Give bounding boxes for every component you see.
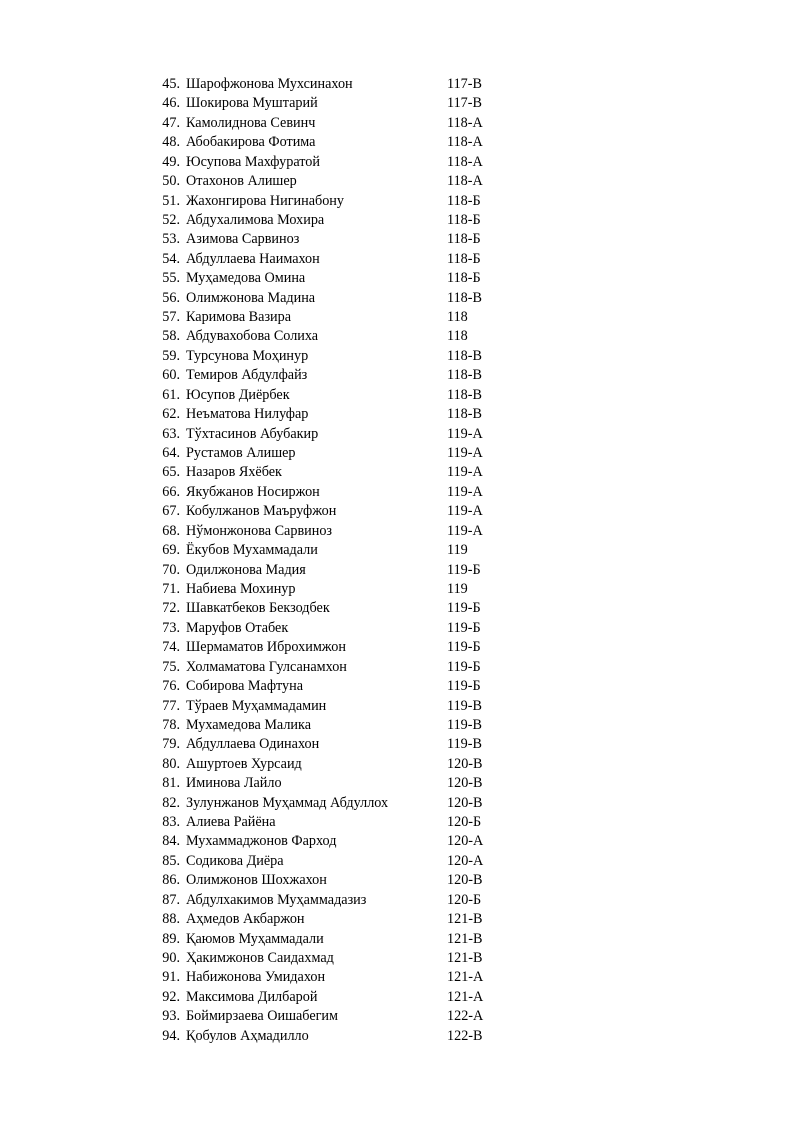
student-name: Олимжонова Мадина xyxy=(186,289,316,306)
list-row xyxy=(0,386,800,405)
row-number: 79. xyxy=(162,736,180,753)
list-row xyxy=(0,599,800,618)
row-number: 67. xyxy=(162,503,180,520)
student-name: Отахонов Алишер xyxy=(186,173,297,190)
row-number: 57. xyxy=(162,309,180,326)
list-row xyxy=(0,153,800,172)
list-row xyxy=(0,638,800,657)
group-code: 120-Б xyxy=(447,814,482,831)
group-code: 118-В xyxy=(447,406,482,423)
group-code: 119-Б xyxy=(447,600,481,617)
student-name: Азимова Сарвиноз xyxy=(186,231,300,248)
row-number: 62. xyxy=(162,406,180,423)
group-code: 119-Б xyxy=(447,658,481,675)
student-name: Мухаммаджонов Фарход xyxy=(186,833,337,850)
list-row xyxy=(0,289,800,308)
group-code: 118-В xyxy=(447,367,482,384)
group-code: 119-В xyxy=(447,736,482,753)
student-name: Шарофжонова Мухсинахон xyxy=(186,76,353,92)
student-name: Ашуртоев Хурсаид xyxy=(186,755,302,772)
student-name: Неъматова Нилуфар xyxy=(186,406,309,423)
student-name: Аҳмедов Акбаржон xyxy=(186,911,305,928)
list-row xyxy=(0,192,800,211)
group-code: 118-Б xyxy=(447,270,481,287)
row-number: 91. xyxy=(162,969,180,986)
list-row xyxy=(0,580,800,599)
row-number: 47. xyxy=(162,114,180,131)
list-row xyxy=(0,269,800,288)
row-number: 52. xyxy=(162,211,180,228)
group-code: 121-В xyxy=(447,949,483,966)
group-code: 119 xyxy=(447,580,468,597)
group-code: 118 xyxy=(447,328,468,345)
group-code: 121-В xyxy=(447,911,483,928)
list-row xyxy=(0,522,800,541)
list-row xyxy=(0,502,800,521)
row-number: 90. xyxy=(162,949,180,966)
group-code: 119-А xyxy=(447,445,483,462)
group-code: 120-В xyxy=(447,755,483,772)
student-list xyxy=(0,75,800,1046)
student-name: Набиева Мохинур xyxy=(186,580,296,597)
row-number: 83. xyxy=(162,814,180,831)
group-code: 121-В xyxy=(447,930,483,947)
student-name: Тўраев Муҳаммадамин xyxy=(186,697,327,714)
group-code: 120-А xyxy=(447,833,484,850)
student-name: Якубжанов Носиржон xyxy=(186,483,320,500)
row-number: 88. xyxy=(162,911,180,928)
row-number: 66. xyxy=(162,483,180,500)
student-name: Абдувахобова Солиха xyxy=(186,328,319,345)
student-name: Олимжонов Шохжахон xyxy=(186,872,327,889)
student-name: Содикова Диёра xyxy=(186,852,284,869)
student-name: Ёкубов Мухаммадали xyxy=(186,542,318,559)
student-name: Иминова Лайло xyxy=(186,775,282,792)
row-number: 77. xyxy=(162,697,180,714)
list-row xyxy=(0,619,800,638)
group-code: 119-А xyxy=(447,425,483,442)
row-number: 54. xyxy=(162,250,180,267)
row-number: 76. xyxy=(162,678,180,695)
list-row xyxy=(0,347,800,366)
group-code: 118-А xyxy=(447,153,483,170)
student-name: Қобулов Аҳмадилло xyxy=(186,1027,309,1044)
group-code: 119-А xyxy=(447,464,483,481)
student-name: Мухамедова Малика xyxy=(186,716,311,733)
list-row xyxy=(0,463,800,482)
group-code: 120-В xyxy=(447,775,483,792)
row-number: 71. xyxy=(162,580,180,597)
student-name: Собирова Мафтуна xyxy=(186,678,304,695)
row-number: 94. xyxy=(162,1027,180,1044)
student-name: Камолиднова Севинч xyxy=(186,114,316,131)
row-number: 73. xyxy=(162,619,180,636)
list-row xyxy=(0,444,800,463)
list-row xyxy=(0,405,800,424)
list-row xyxy=(0,114,800,133)
student-name: Абдухалимова Мохира xyxy=(186,211,325,228)
group-code: 122-А xyxy=(447,1008,484,1025)
group-code: 118-А xyxy=(447,114,483,131)
student-name: Алиева Райёна xyxy=(186,814,276,831)
student-name: Назаров Яхёбек xyxy=(186,464,282,481)
group-code: 119-Б xyxy=(447,678,481,695)
row-number: 51. xyxy=(162,192,180,209)
list-row xyxy=(0,541,800,560)
group-code: 118-А xyxy=(447,134,483,151)
student-name: Турсунова Моҳинур xyxy=(186,347,309,364)
row-number: 68. xyxy=(162,522,180,539)
list-row xyxy=(0,133,800,152)
row-number: 80. xyxy=(162,755,180,772)
row-number: 86. xyxy=(162,872,180,889)
list-row xyxy=(0,308,800,327)
student-name: Нўмонжонова Сарвиноз xyxy=(186,522,333,539)
student-name: Муҳамедова Омина xyxy=(186,270,306,287)
row-number: 85. xyxy=(162,852,180,869)
row-number: 60. xyxy=(162,367,180,384)
group-code: 118-А xyxy=(447,173,483,190)
group-code: 119-Б xyxy=(447,619,481,636)
group-code: 119-Б xyxy=(447,639,481,656)
student-name: Кобулжанов Маъруфжон xyxy=(186,503,337,520)
group-code: 120-Б xyxy=(447,891,482,908)
row-number: 81. xyxy=(162,775,180,792)
list-row xyxy=(0,813,800,832)
list-row xyxy=(0,755,800,774)
student-name: Тўхтасинов Абубакир xyxy=(186,425,319,442)
row-number: 59. xyxy=(162,347,180,364)
list-row xyxy=(0,94,800,113)
list-row xyxy=(0,716,800,735)
student-name: Максимова Дилбарой xyxy=(186,988,318,1005)
student-name: Темиров Абдулфайз xyxy=(186,367,308,384)
group-code: 119-В xyxy=(447,697,482,714)
row-number: 58. xyxy=(162,328,180,345)
list-row xyxy=(0,735,800,754)
group-code: 119-А xyxy=(447,522,483,539)
student-name: Абдулхакимов Муҳаммадазиз xyxy=(186,891,367,908)
list-row xyxy=(0,658,800,677)
student-name: Боймирзаева Оишабегим xyxy=(186,1008,339,1025)
student-name: Абдуллаева Одинахон xyxy=(186,736,320,753)
group-code: 119-А xyxy=(447,483,483,500)
row-number: 53. xyxy=(162,231,180,248)
list-row xyxy=(0,677,800,696)
list-row xyxy=(0,483,800,502)
student-name: Зулунжанов Муҳаммад Абдуллох xyxy=(186,794,389,811)
row-number: 45. xyxy=(162,76,180,92)
student-name: Шермаматов Иброхимжон xyxy=(186,639,346,656)
group-code: 120-В xyxy=(447,872,483,889)
list-row xyxy=(0,425,800,444)
student-name: Шавкатбеков Бекзодбек xyxy=(186,600,330,617)
row-number: 46. xyxy=(162,95,180,112)
list-row xyxy=(0,949,800,968)
group-code: 119-Б xyxy=(447,561,481,578)
group-code: 118-Б xyxy=(447,192,481,209)
row-number: 93. xyxy=(162,1008,180,1025)
list-row xyxy=(0,211,800,230)
list-row xyxy=(0,794,800,813)
group-code: 118-Б xyxy=(447,231,481,248)
list-row xyxy=(0,561,800,580)
student-name: Маруфов Отабек xyxy=(186,619,289,636)
row-number: 84. xyxy=(162,833,180,850)
list-row xyxy=(0,832,800,851)
row-number: 56. xyxy=(162,289,180,306)
row-number: 55. xyxy=(162,270,180,287)
student-name: Қаюмов Муҳаммадали xyxy=(186,930,324,947)
list-row xyxy=(0,230,800,249)
list-row xyxy=(0,930,800,949)
student-name: Юсупов Диёрбек xyxy=(186,386,290,403)
row-number: 72. xyxy=(162,600,180,617)
student-name: Юсупова Махфуратой xyxy=(186,153,320,170)
row-number: 50. xyxy=(162,173,180,190)
list-row xyxy=(0,1007,800,1026)
group-code: 117-В xyxy=(447,76,482,92)
student-name: Рустамов Алишер xyxy=(186,445,296,462)
group-code: 119-А xyxy=(447,503,483,520)
list-row xyxy=(0,988,800,1007)
list-row xyxy=(0,172,800,191)
row-number: 61. xyxy=(162,386,180,403)
student-name: Абдуллаева Наимахон xyxy=(186,250,320,267)
list-row xyxy=(0,852,800,871)
row-number: 69. xyxy=(162,542,180,559)
group-code: 117-В xyxy=(447,95,482,112)
list-row xyxy=(0,871,800,890)
row-number: 74. xyxy=(162,639,180,656)
row-number: 64. xyxy=(162,445,180,462)
list-row xyxy=(0,968,800,987)
student-name: Жахонгирова Нигинабону xyxy=(186,192,344,209)
group-code: 118-В xyxy=(447,347,482,364)
student-name: Каримова Вазира xyxy=(186,309,292,326)
row-number: 82. xyxy=(162,794,180,811)
group-code: 118-Б xyxy=(447,211,481,228)
row-number: 48. xyxy=(162,134,180,151)
row-number: 65. xyxy=(162,464,180,481)
group-code: 118-Б xyxy=(447,250,481,267)
group-code: 121-А xyxy=(447,969,484,986)
list-row xyxy=(0,910,800,929)
row-number: 75. xyxy=(162,658,180,675)
row-number: 49. xyxy=(162,153,180,170)
list-row xyxy=(0,327,800,346)
group-code: 122-В xyxy=(447,1027,483,1044)
row-number: 78. xyxy=(162,716,180,733)
list-row xyxy=(0,250,800,269)
group-code: 118-В xyxy=(447,386,482,403)
student-name: Холмаматова Гулсанамхон xyxy=(186,658,347,675)
row-number: 87. xyxy=(162,891,180,908)
row-number: 70. xyxy=(162,561,180,578)
list-row xyxy=(0,774,800,793)
student-name: Шокирова Муштарий xyxy=(186,95,318,112)
student-name: Одилжонова Мадия xyxy=(186,561,306,578)
list-row xyxy=(0,697,800,716)
group-code: 119-В xyxy=(447,716,482,733)
group-code: 121-А xyxy=(447,988,484,1005)
row-number: 92. xyxy=(162,988,180,1005)
student-name: Абобакирова Фотима xyxy=(186,134,316,151)
group-code: 118-В xyxy=(447,289,482,306)
row-number: 89. xyxy=(162,930,180,947)
group-code: 120-А xyxy=(447,852,484,869)
group-code: 120-В xyxy=(447,794,483,811)
student-name: Набижонова Умидахон xyxy=(186,969,326,986)
list-row xyxy=(0,366,800,385)
group-code: 118 xyxy=(447,309,468,326)
list-row xyxy=(0,891,800,910)
student-name: Ҳакимжонов Саидахмад xyxy=(186,949,334,966)
group-code: 119 xyxy=(447,542,468,559)
list-row xyxy=(0,1027,800,1046)
row-number: 63. xyxy=(162,425,180,442)
list-row xyxy=(0,75,800,94)
